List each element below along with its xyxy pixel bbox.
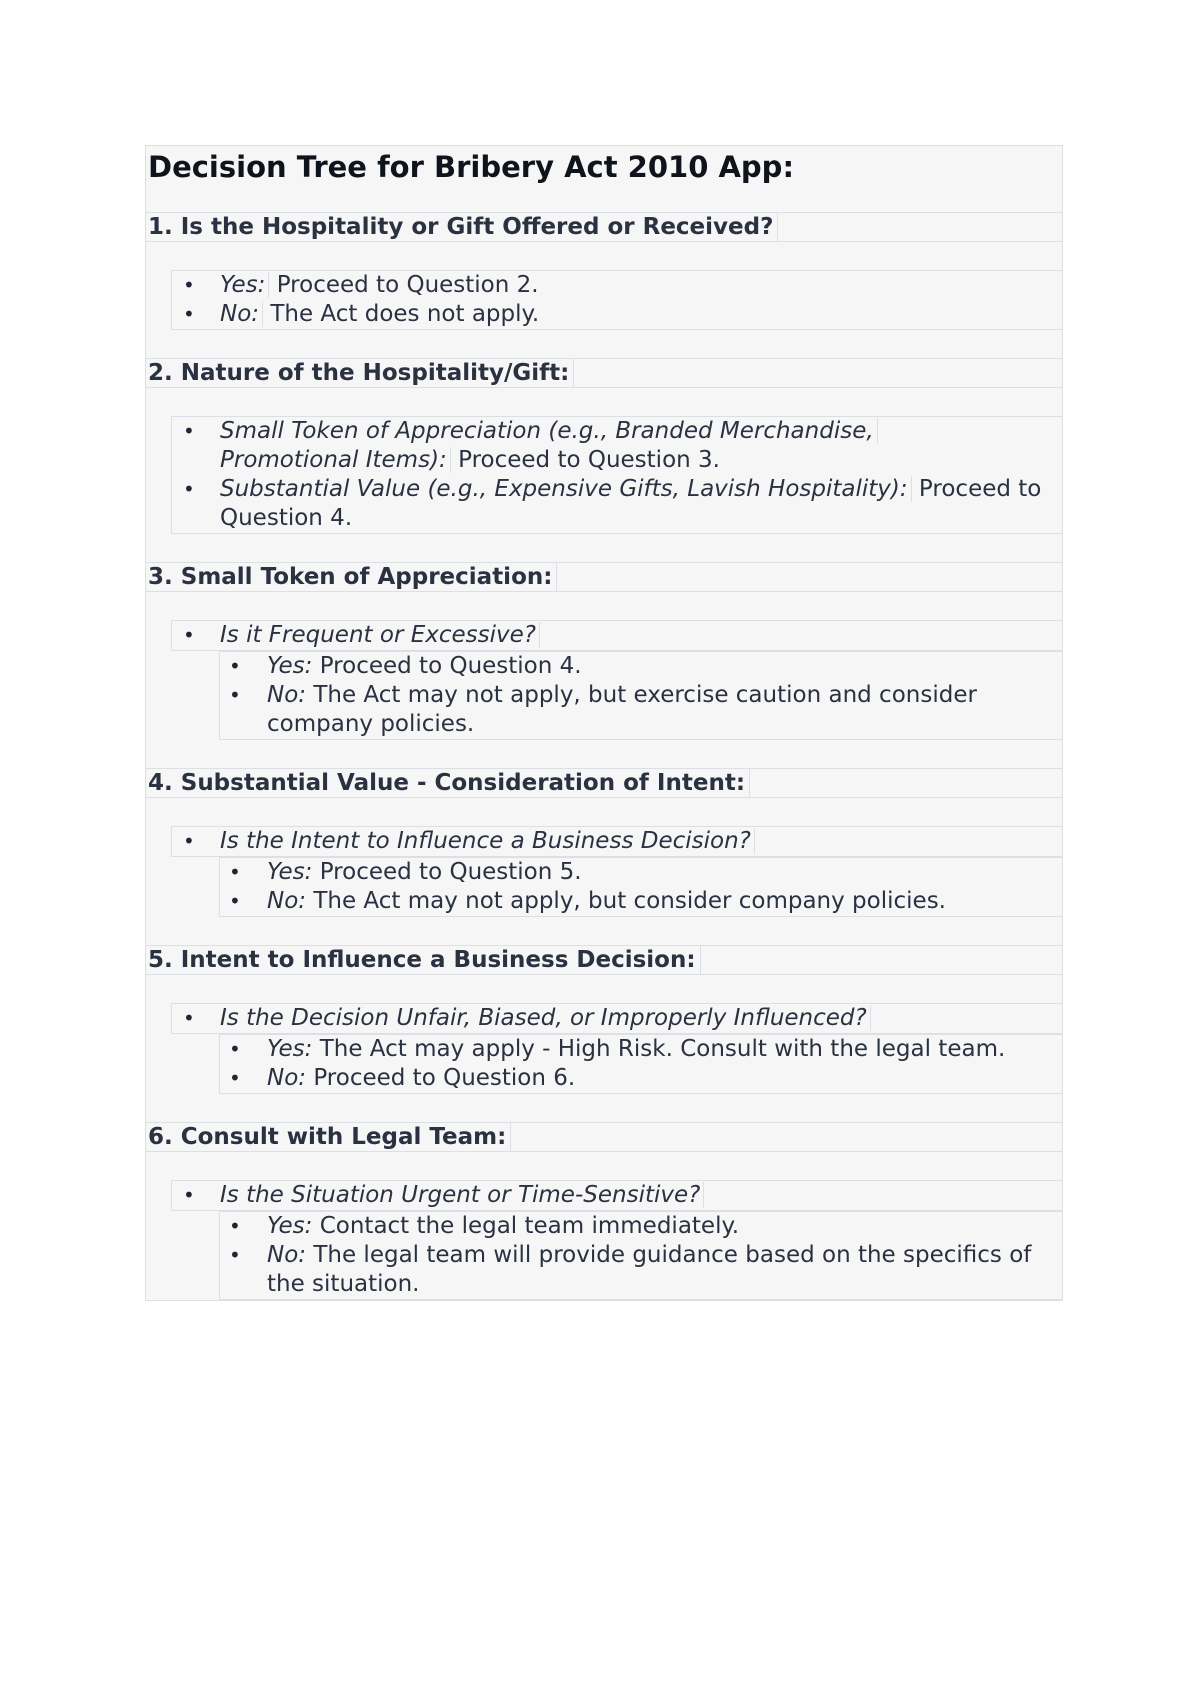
section-heading-text: 2. Nature of the Hospitality/Gift: <box>148 359 574 387</box>
bullet-icon: • <box>229 654 241 678</box>
list-item <box>172 1004 1062 1033</box>
answer-text: The Act does not apply. <box>263 301 540 327</box>
bullet-icon: • <box>183 302 195 326</box>
section-heading <box>146 1122 1062 1152</box>
answer-label: Promotional Items): <box>220 447 451 473</box>
answer-text: The legal team will provide guidance based on the specifics of the situation. <box>267 1242 1032 1297</box>
answer-label: No: <box>267 1242 307 1268</box>
section-2 <box>146 344 1062 534</box>
bullet-icon: • <box>229 1037 241 1061</box>
section-1 <box>146 212 1062 330</box>
answer-label: Yes: <box>267 1213 313 1239</box>
list-item <box>172 621 1062 650</box>
section-heading <box>146 562 1062 592</box>
bullet-icon: • <box>183 273 195 297</box>
section-heading <box>146 945 1062 975</box>
bullet-icon: • <box>229 1066 241 1090</box>
answer-text: Proceed to Question 4. <box>312 653 582 679</box>
bullet-icon: • <box>183 1183 195 1207</box>
list-item <box>220 858 1062 887</box>
bullet-icon: • <box>229 860 241 884</box>
list-item <box>220 652 1062 681</box>
bullet-icon: • <box>183 829 195 853</box>
list-item <box>172 300 1062 329</box>
list-item <box>220 1212 1062 1241</box>
section-6 <box>146 1108 1062 1300</box>
list-item <box>172 417 1062 475</box>
section-heading <box>146 358 1062 388</box>
bullet-icon: • <box>229 683 241 707</box>
bullet-icon: • <box>183 1006 195 1030</box>
answer-label: Small Token of Appreciation (e.g., Branded Merchandise, <box>220 418 878 444</box>
section-heading-text: 6. Consult with Legal Team: <box>148 1123 511 1151</box>
bullet-icon: • <box>183 477 195 501</box>
section-5 <box>146 931 1062 1094</box>
sub-question: Is it Frequent or Excessive? <box>220 622 540 648</box>
document-title: Decision Tree for Bribery Act 2010 App: <box>148 150 795 184</box>
section-3 <box>146 548 1062 740</box>
bullet-icon: • <box>229 1243 241 1267</box>
answer-label: No: <box>267 682 307 708</box>
answer-list <box>171 416 1062 534</box>
answer-label: Yes: <box>267 653 313 679</box>
sub-question: Is the Intent to Influence a Business Decision? <box>220 828 755 854</box>
list-item <box>220 1241 1062 1299</box>
section-heading-text: 1. Is the Hospitality or Gift Offered or Received? <box>148 213 778 241</box>
answer-text: Contact the legal team immediately. <box>312 1213 740 1239</box>
bullet-icon: • <box>229 1214 241 1238</box>
answer-text: Proceed to Question 6. <box>306 1065 576 1091</box>
answer-list <box>219 651 1062 740</box>
question-list <box>171 1003 1062 1034</box>
answer-label: Yes: <box>220 272 269 298</box>
section-heading <box>146 768 1062 798</box>
answer-text: Proceed to Question 4. <box>220 476 1042 531</box>
answer-label: No: <box>267 1065 307 1091</box>
answer-label: Yes: <box>267 859 313 885</box>
answer-label: Yes: <box>267 1036 313 1062</box>
answer-text: Proceed to Question 5. <box>312 859 582 885</box>
document-body <box>145 145 1063 1301</box>
answer-text: The Act may apply - High Risk. Consult with the legal team. <box>312 1036 1006 1062</box>
answer-label: No: <box>267 888 307 914</box>
answer-label: No: <box>220 301 263 327</box>
answer-label: Substantial Value (e.g., Expensive Gifts, Lavish Hospitality): <box>220 476 912 502</box>
sub-question: Is the Situation Urgent or Time-Sensitive? <box>220 1182 704 1208</box>
section-4 <box>146 754 1062 917</box>
section-heading <box>146 212 1062 242</box>
list-item <box>220 1064 1062 1093</box>
bullet-icon: • <box>183 419 195 443</box>
answer-list <box>219 857 1062 917</box>
list-item <box>220 1035 1062 1064</box>
list-item <box>220 681 1062 739</box>
question-list <box>171 620 1062 651</box>
list-item <box>172 475 1062 533</box>
section-heading-text: 4. Substantial Value - Consideration of Intent: <box>148 769 750 797</box>
answer-text: Proceed to Question 3. <box>450 447 720 473</box>
answer-list <box>171 270 1062 330</box>
list-item <box>172 1181 1062 1210</box>
question-list <box>171 1180 1062 1211</box>
question-list <box>171 826 1062 857</box>
answer-list <box>219 1034 1062 1094</box>
list-item <box>172 271 1062 300</box>
bullet-icon: • <box>183 623 195 647</box>
sub-question: Is the Decision Unfair, Biased, or Improperly Influenced? <box>220 1005 871 1031</box>
answer-text: Proceed to Question 2. <box>269 272 539 298</box>
list-item <box>220 887 1062 916</box>
bullet-icon: • <box>229 889 241 913</box>
answer-text: The Act may not apply, but consider company policies. <box>306 888 946 914</box>
list-item <box>172 827 1062 856</box>
answer-list <box>219 1211 1062 1300</box>
section-heading-text: 5. Intent to Influence a Business Decision: <box>148 946 701 974</box>
answer-text: The Act may not apply, but exercise caution and consider company policies. <box>267 682 977 737</box>
section-heading-text: 3. Small Token of Appreciation: <box>148 563 557 591</box>
